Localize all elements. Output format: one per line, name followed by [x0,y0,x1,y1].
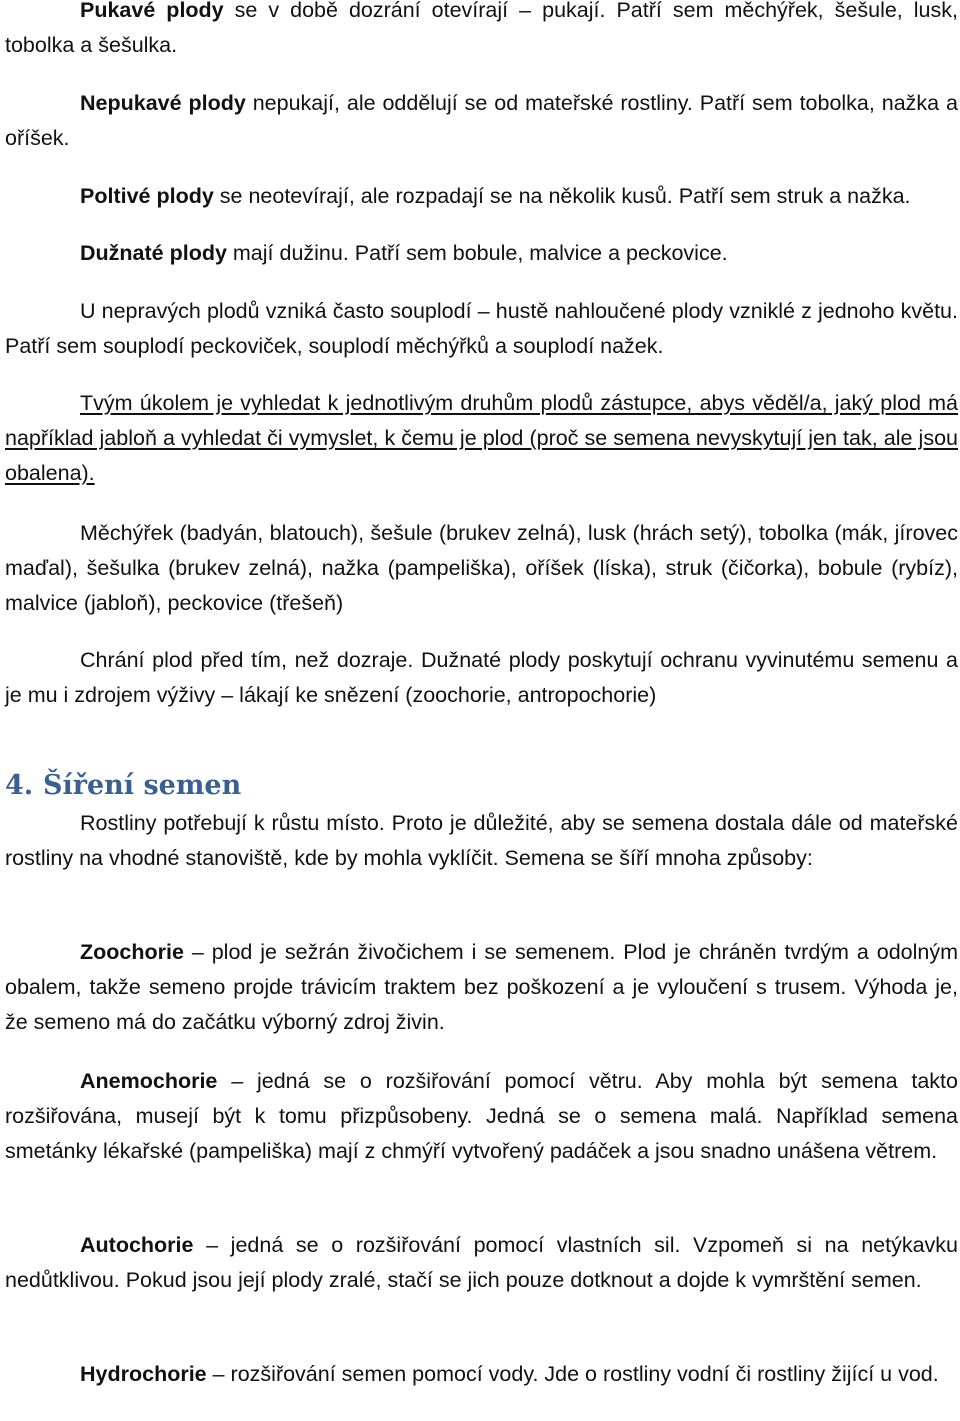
paragraph-text: Chrání plod před tím, než dozraje. Dužnaté plody poskytují ochranu vyvinutému semenu a je mu i zdrojem výživy – lákají ke snězení (zoochorie, antropochorie) [5,648,958,707]
paragraph-text: mají dužinu. Patří sem bobule, malvice a peckovice. [226,241,728,265]
term-pukave-plody: Pukavé plody [80,0,224,22]
paragraph-protection [5,643,958,713]
paragraph-duznate-plody [5,236,958,271]
term-poltive-plody: Poltivé plody [80,184,214,208]
term-duznate-plody: Dužnaté plody [80,241,227,265]
paragraph-examples [5,516,958,621]
paragraph-intro [5,806,958,876]
paragraph-zoochorie [5,935,958,1040]
paragraph-hydrochorie [5,1357,958,1392]
paragraph-text: – plod je sežrán živočichem i se semenem. Plod je chráněn tvrdým a odolným obalem, takže semeno projde trávicím traktem bez poškození a je vyloučení s trusem. Výhoda je, že semeno má do začátku výborný zdroj živin. [5,940,958,1034]
paragraph-text: se v době dozrání otevírají – pukají. Patří sem měchýřek, šešule, lusk, tobolka a šešulka. [5,0,958,57]
section-number: 4. [5,770,34,801]
paragraph-pukave-plody [5,0,958,63]
term-autochorie: Autochorie [80,1233,194,1257]
section-heading [5,766,241,806]
paragraph-text: Měchýřek (badyán, blatouch), šešule (brukev zelná), lusk (hrách setý), tobolka (mák, jírovec maďal), šešulka (brukev zelná), nažka (pampeliška), oříšek (líska), struk (čičorka), bobule (rybíz), malvice (jabloň), peckovice (třešeň) [5,521,958,615]
paragraph-text: – jedná se o rozšiřování pomocí větru. Aby mohla být semena takto rozšiřována, musejí být k tomu přizpůsobeny. Jedná se o semena malá. Například semena smetánky lékařské (pampeliška) mají z chmýří vytvořený padáček a jsou snadno unášena větrem. [5,1069,958,1163]
paragraph-text: Rostliny potřebují k růstu místo. Proto je důležité, aby se semena dostala dále od mateřské rostliny na vhodné stanoviště, kde by mohla vyklíčit. Semena se šíří mnoha způsoby: [5,811,958,870]
paragraph-text: – rozšiřování semen pomocí vody. Jde o rostliny vodní či rostliny žijící u vod. [206,1362,939,1386]
paragraph-task [5,386,958,491]
paragraph-text: se neotevírají, ale rozpadají se na několik kusů. Patří sem struk a nažka. [213,184,911,208]
term-zoochorie: Zoochorie [80,940,184,964]
paragraph-souplodi [5,294,958,364]
paragraph-autochorie [5,1228,958,1298]
task-text: Tvým úkolem je vyhledat k jednotlivým druhům plodů zástupce, abys věděl/a, jaký plod má například jabloň a vyhledat či vymyslet, k čemu je plod (proč se semena nevyskytují jen tak, ale jsou obalena). [5,391,958,485]
paragraph-poltive-plody [5,179,958,214]
section-title: Šíření semen [43,770,242,801]
term-anemochorie: Anemochorie [80,1069,218,1093]
paragraph-text: U nepravých plodů vzniká často souplodí – hustě nahloučené plody vzniklé z jednoho květu. Patří sem souplodí peckoviček, souplodí měchýřků a souplodí nažek. [5,299,958,358]
paragraph-nepukave-plody [5,86,958,156]
term-hydrochorie: Hydrochorie [80,1362,207,1386]
term-nepukave-plody: Nepukavé plody [80,91,246,115]
paragraph-text: – jedná se o rozšiřování pomocí vlastních sil. Vzpomeň si na netýkavku nedůtklivou. Pokud jsou její plody zralé, stačí se jich pouze dotknout a dojde k vymrštění semen. [5,1233,958,1292]
paragraph-text: nepukají, ale oddělují se od mateřské rostliny. Patří sem tobolka, nažka a oříšek. [5,91,958,150]
paragraph-anemochorie [5,1064,958,1169]
